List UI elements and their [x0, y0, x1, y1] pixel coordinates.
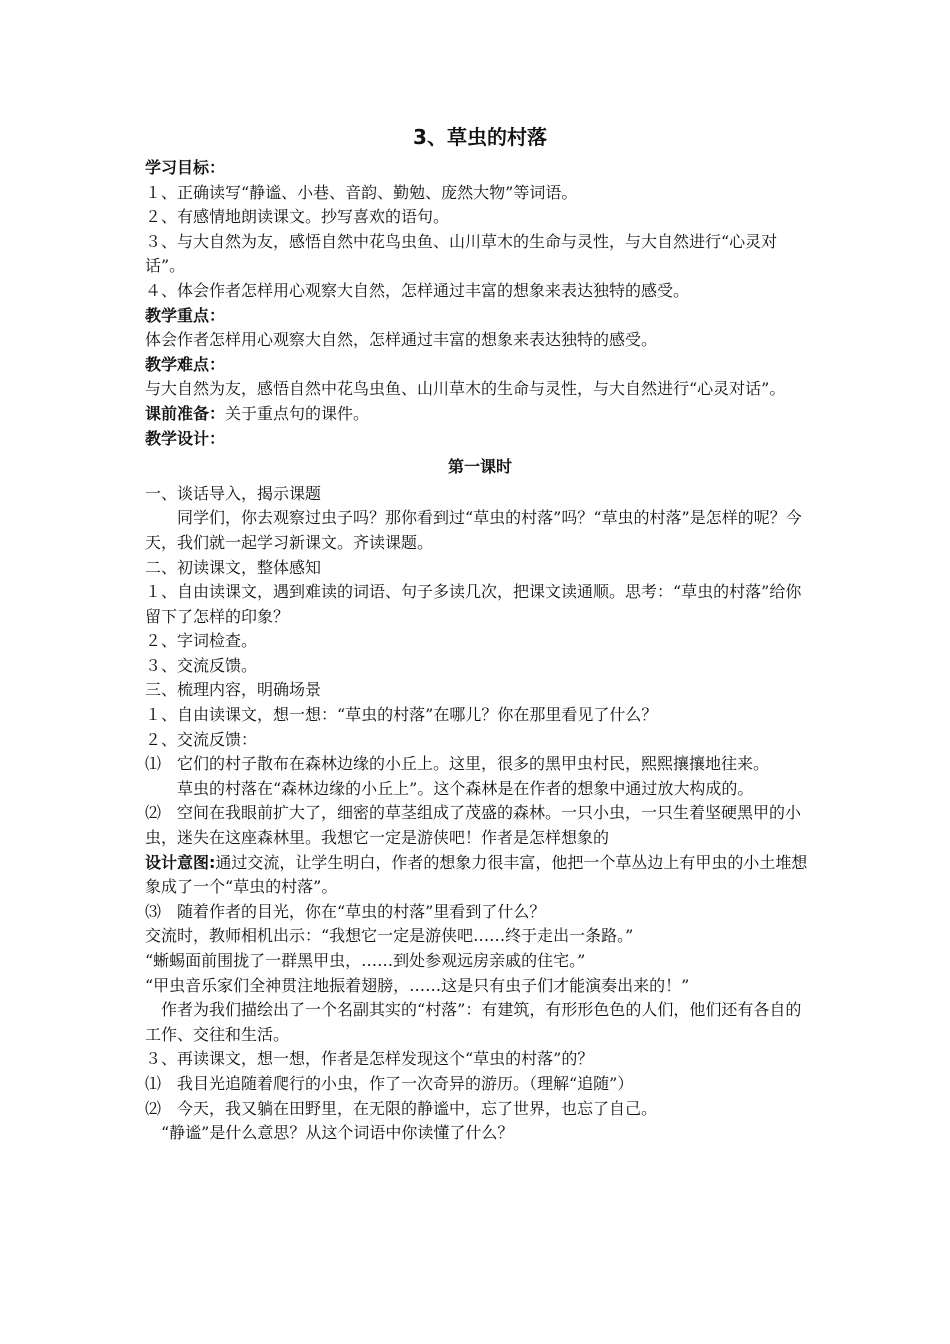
design-intent-text: 通过交流，让学生明白，作者的想象力很丰富，他把一个草丛边上有甲虫的小土堆想象成了一个“草虫的村落”。	[145, 852, 808, 897]
summary-text: 作者为我们描绘出了一个名副其实的“村落”：有建筑，有形形色色的人们，他们还有各自的工作、交往和生活。	[145, 1000, 802, 1044]
section-2-item-1: １、自由读课文，遇到难读的词语、句子多读几次，把课文读通顺。思考：“草虫的村落”给你留下了怎样的印象？	[145, 582, 802, 626]
section-3-quote-a: ⑴ 它们的村子散布在森林边缘的小丘上。这里，很多的黑甲虫村民，熙熙攘攘地往来。	[145, 754, 770, 774]
goal-item-4: ４、体会作者怎样用心观察大自然，怎样通过丰富的想象来表达独特的感受。	[145, 280, 690, 300]
design-heading: 教学设计：	[145, 428, 226, 448]
prep-line	[145, 402, 815, 427]
section-3-quote-b: ⑵ 空间在我眼前扩大了，细密的草茎组成了茂盛的森林。一只小虫，一只生着坚硬黑甲的小虫，迷失在这座森林里。我想它一定是游侠吧！作者是怎样想象的	[145, 803, 802, 848]
section-3-heading: 三、梳理内容，明确场景	[145, 680, 322, 700]
goals-heading: 学习目标：	[145, 158, 226, 177]
difficulty-text: 与大自然为友，感悟自然中花鸟虫鱼、山川草木的生命与灵性，与大自然进行“心灵对话”。	[145, 379, 786, 399]
section-3-note-a: 草虫的村落在“森林边缘的小丘上”。这个森林是在作者的想象中通过放大构成的。	[177, 778, 754, 798]
document-page	[145, 122, 815, 1146]
difficulty-heading: 教学难点：	[145, 354, 226, 374]
goal-item-1: １、正确读写“静谧、小巷、音韵、勤勉、庞然大物”等词语。	[145, 182, 578, 202]
section-3-item-2: ２、交流反馈：	[145, 729, 258, 749]
lesson-heading: 第一课时	[447, 457, 512, 477]
quote-line-2: “蜥蜴面前围拢了一群黑甲虫，……到处参观远房亲戚的住宅。”	[145, 951, 586, 970]
section-3-item-1: １、自由读课文，想一想：“草虫的村落”在哪儿？你在那里看见了什么？	[145, 705, 658, 725]
section-3-item-3: ３、再读课文，想一想，作者是怎样发现这个“草虫的村落”的？	[145, 1049, 594, 1069]
goal-item-2: ２、有感情地朗读课文。抄写喜欢的语句。	[145, 207, 450, 227]
prep-text: 关于重点句的课件。	[225, 403, 370, 423]
section-2-item-3: ３、交流反馈。	[145, 655, 258, 675]
design-intent	[145, 851, 815, 900]
exchange-line: 交流时，教师相机出示：“我想它一定是游侠吧……终于走出一条路。”	[145, 926, 634, 946]
section-3-3-b: ⑵ 今天，我又躺在田野里，在无限的静谧中，忘了世界，也忘了自己。	[145, 1098, 658, 1118]
section-2-item-2: ２、字词检查。	[145, 631, 258, 651]
quote-line-3: “甲虫音乐家们全神贯注地振着翅膀，……这是只有虫子们才能演奏出来的！”	[145, 975, 690, 995]
design-intent-label: 设计意图:	[145, 852, 216, 872]
prep-heading: 课前准备：	[145, 403, 226, 423]
section-2-heading: 二、初读课文，整体感知	[145, 557, 322, 577]
section-3-quote-c: ⑶ 随着作者的目光，你在“草虫的村落”里看到了什么？	[145, 901, 546, 921]
section-3-3-a: ⑴ 我目光追随着爬行的小虫，作了一次奇异的游历。（理解“追随”）	[145, 1073, 634, 1093]
section-1-text: 同学们，你去观察过虫子吗？那你看到过“草虫的村落”吗？“草虫的村落”是怎样的呢？今天，我们就一起学习新课文。齐读课题。	[145, 508, 802, 552]
key-point-heading: 教学重点：	[145, 305, 226, 325]
key-point-text: 体会作者怎样用心观察大自然，怎样通过丰富的想象来表达独特的感受。	[145, 330, 658, 350]
goal-item-3: ３、与大自然为友，感悟自然中花鸟虫鱼、山川草木的生命与灵性，与大自然进行“心灵对话”。	[145, 231, 778, 276]
section-1-heading: 一、谈话导入，揭示课题	[145, 483, 322, 503]
section-3-3-question: “静谧”是什么意思？从这个词语中你读懂了什么？	[161, 1123, 514, 1143]
page-title: 3、草虫的村落	[413, 125, 547, 149]
